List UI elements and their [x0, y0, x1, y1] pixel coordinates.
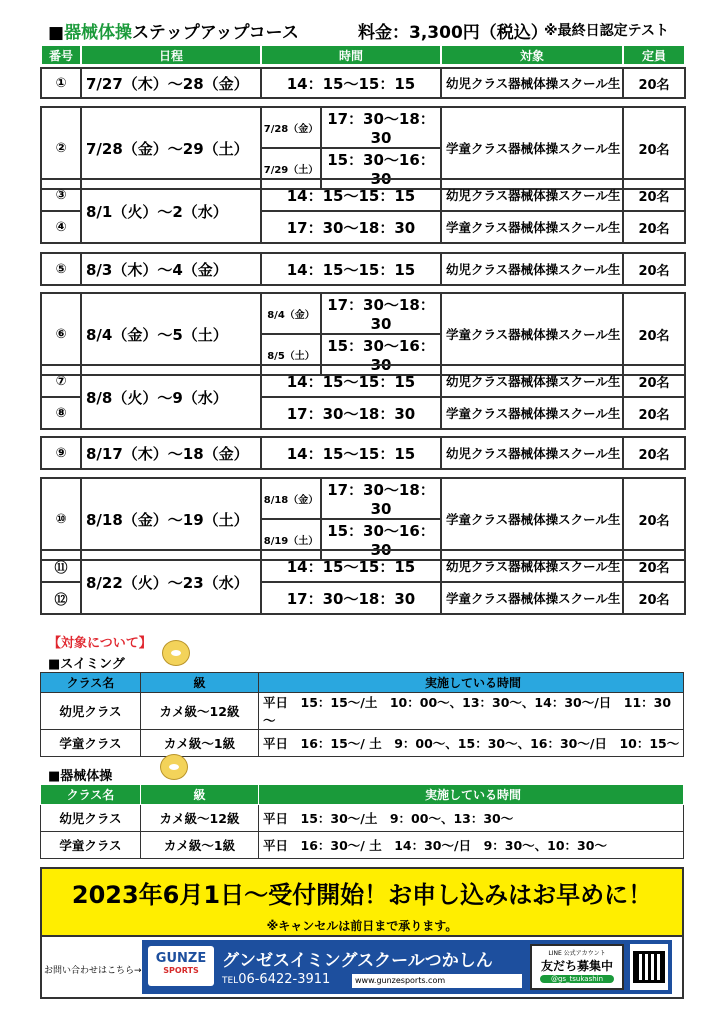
session-date: 7/27（木）～28（金）	[81, 68, 261, 98]
session-subdate: 8/5（土）	[261, 334, 321, 375]
session-subtime: 17：30～18：30	[321, 478, 441, 519]
class-name: 幼児クラス	[41, 693, 141, 730]
session-capacity: 20名	[623, 293, 685, 375]
line-headline: 友だち募集中	[540, 959, 613, 973]
session-target: 幼児クラス器械体操スクール生	[441, 179, 623, 211]
qr-code-icon[interactable]	[630, 944, 668, 990]
schedule-row	[41, 107, 685, 148]
header-capacity: 定員	[623, 45, 685, 65]
session-target: 幼児クラス器械体操スクール生	[441, 437, 623, 469]
course-note: ※最終日認定テスト	[544, 23, 670, 39]
session-time: 14：15～15：15	[261, 253, 441, 285]
session-date: 8/17（木）～18（金）	[81, 437, 261, 469]
session-number: ⑩	[41, 478, 81, 560]
session-subtime: 17：30～18：30	[321, 293, 441, 334]
schedule-row	[41, 365, 685, 397]
session-target: 幼児クラス器械体操スクール生	[441, 550, 623, 582]
header-number: 番号	[41, 45, 81, 65]
session-target: 学童クラス器械体操スクール生	[441, 478, 623, 560]
session-subdate: 7/28（金）	[261, 107, 321, 148]
schedule-group	[40, 252, 686, 286]
line-account[interactable]	[530, 944, 624, 990]
table-row	[41, 805, 684, 832]
session-number: ⑧	[41, 397, 81, 429]
session-target: 幼児クラス器械体操スクール生	[441, 365, 623, 397]
session-capacity: 20名	[623, 397, 685, 429]
schedule-group	[40, 364, 686, 430]
session-number: ⑨	[41, 437, 81, 469]
table-row	[41, 693, 684, 730]
session-time: 17：30～18：30	[261, 211, 441, 243]
banner-headline: 2023年6月1日～受付開始！お申し込みはお早めに！	[71, 881, 653, 909]
tel-number: 06-6422-3911	[238, 972, 331, 987]
session-subdate: 8/19（土）	[261, 519, 321, 560]
session-capacity: 20名	[623, 179, 685, 211]
gym-label: ■器械体操	[48, 769, 113, 784]
session-date: 8/8（火）～9（水）	[81, 365, 261, 429]
table-row	[41, 730, 684, 757]
header-date: 日程	[81, 45, 261, 65]
session-time: 14：15～15：15	[261, 550, 441, 582]
school-ad	[142, 940, 672, 994]
logo-sub-text: SPORTS	[163, 966, 199, 975]
header-time: 時間	[261, 45, 441, 65]
class-grade: カメ級～12級	[141, 805, 259, 832]
title-bullet: ■	[48, 23, 65, 43]
class-grade: カメ級～1級	[141, 730, 259, 757]
schedule-row	[41, 179, 685, 211]
registration-banner	[40, 867, 684, 937]
session-time: 14：15～15：15	[261, 179, 441, 211]
session-date: 8/1（火）～2（水）	[81, 179, 261, 243]
banner-note: ※キャンセルは前日まで承ります。	[266, 919, 458, 933]
schedule-group	[40, 178, 686, 244]
session-number: ⑤	[41, 253, 81, 285]
schedule-row	[41, 68, 685, 98]
mascot-swim-icon	[162, 640, 190, 666]
header-target: 対象	[441, 45, 623, 65]
session-number: ⑪	[41, 550, 81, 582]
session-subtime: 15：30～16：30	[321, 148, 441, 189]
title-highlight: 器械体操	[64, 23, 133, 43]
phone-number	[222, 972, 330, 987]
class-name: 学童クラス	[41, 730, 141, 757]
course-title	[48, 18, 299, 43]
session-number: ④	[41, 211, 81, 243]
session-date: 8/4（金）～5（土）	[81, 293, 261, 375]
session-target: 幼児クラス器械体操スクール生	[441, 253, 623, 285]
session-subdate: 8/18（金）	[261, 478, 321, 519]
session-capacity: 20名	[623, 478, 685, 560]
title-rest: ステップアップコース	[132, 23, 299, 43]
class-grade: カメ級～1級	[141, 832, 259, 859]
table-row	[41, 832, 684, 859]
line-label: LINE 公式アカウント	[548, 950, 606, 957]
class-hours: 平日 16：30～/ 土 14：30～/日 9：30～、10：30～	[259, 832, 684, 859]
session-subtime: 15：30～16：30	[321, 519, 441, 560]
table-header-row	[41, 785, 684, 805]
header-class: クラス名	[41, 785, 141, 805]
session-capacity: 20名	[623, 68, 685, 98]
session-capacity: 20名	[623, 550, 685, 582]
session-target: 学童クラス器械体操スクール生	[441, 293, 623, 375]
session-subdate: 7/29（土）	[261, 148, 321, 189]
session-time: 17：30～18：30	[261, 582, 441, 614]
header-class: クラス名	[41, 673, 141, 693]
session-capacity: 20名	[623, 253, 685, 285]
schedule-row	[41, 437, 685, 469]
tel-prefix: TEL	[222, 976, 239, 986]
session-time: 14：15～15：15	[261, 68, 441, 98]
session-subtime: 15：30～16：30	[321, 334, 441, 375]
session-target: 学童クラス器械体操スクール生	[441, 211, 623, 243]
table-header-row	[41, 673, 684, 693]
session-subtime: 17：30～18：30	[321, 107, 441, 148]
session-time: 17：30～18：30	[261, 397, 441, 429]
session-number: ⑥	[41, 293, 81, 375]
line-id: @gs_tsukashin	[540, 975, 614, 983]
session-date: 8/22（火）～23（水）	[81, 550, 261, 614]
schedule-row	[41, 550, 685, 582]
session-capacity: 20名	[623, 365, 685, 397]
logo-main-text: GUNZE	[155, 951, 207, 966]
class-hours: 平日 15：30～/土 9：00～、13：30～	[259, 805, 684, 832]
about-heading: 【対象について】	[48, 636, 152, 651]
schedule-row	[41, 293, 685, 334]
session-number: ③	[41, 179, 81, 211]
footer	[40, 937, 684, 999]
schedule-group	[40, 67, 686, 99]
session-capacity: 20名	[623, 437, 685, 469]
session-capacity: 20名	[623, 107, 685, 189]
header-hours: 実施している時間	[259, 673, 684, 693]
schedule-header	[40, 44, 686, 66]
session-date: 7/28（金）～29（土）	[81, 107, 261, 189]
schedule-row	[41, 253, 685, 285]
gym-table	[40, 784, 684, 859]
schedule-group	[40, 436, 686, 470]
session-time: 14：15～15：15	[261, 437, 441, 469]
mascot-gym-icon	[160, 754, 188, 780]
session-number: ⑦	[41, 365, 81, 397]
header-grade: 級	[141, 785, 259, 805]
swim-table	[40, 672, 684, 757]
school-name: グンゼスイミングスクールつかしん	[222, 951, 493, 971]
session-date: 8/3（木）～4（金）	[81, 253, 261, 285]
session-target: 学童クラス器械体操スクール生	[441, 107, 623, 189]
class-name: 幼児クラス	[41, 805, 141, 832]
session-subdate: 8/4（金）	[261, 293, 321, 334]
header-hours: 実施している時間	[259, 785, 684, 805]
header-grade: 級	[141, 673, 259, 693]
website-link[interactable]: www.gunzesports.com	[352, 974, 522, 988]
session-capacity: 20名	[623, 211, 685, 243]
course-price: 料金：3,300円（税込）	[358, 23, 548, 43]
schedule-row	[41, 478, 685, 519]
class-name: 学童クラス	[41, 832, 141, 859]
session-target: 学童クラス器械体操スクール生	[441, 582, 623, 614]
session-target: 幼児クラス器械体操スクール生	[441, 68, 623, 98]
class-hours: 平日 16：15～/ 土 9：00～、15：30～、16：30～/日 10：15～	[259, 730, 684, 757]
session-time: 14：15～15：15	[261, 365, 441, 397]
session-capacity: 20名	[623, 582, 685, 614]
page-title	[48, 18, 688, 42]
swim-label: ■スイミング	[48, 657, 125, 672]
contact-label: お問い合わせはこちら→	[44, 966, 142, 976]
class-hours: 平日 15：15～/土 10：00～、13：30～、14：30～/日 11：30～	[259, 693, 684, 730]
session-date: 8/18（金）～19（土）	[81, 478, 261, 560]
class-grade: カメ級～12級	[141, 693, 259, 730]
session-number: ②	[41, 107, 81, 189]
session-number: ⑫	[41, 582, 81, 614]
gunze-logo	[148, 946, 214, 986]
schedule-group	[40, 549, 686, 615]
session-number: ①	[41, 68, 81, 98]
session-target: 学童クラス器械体操スクール生	[441, 397, 623, 429]
